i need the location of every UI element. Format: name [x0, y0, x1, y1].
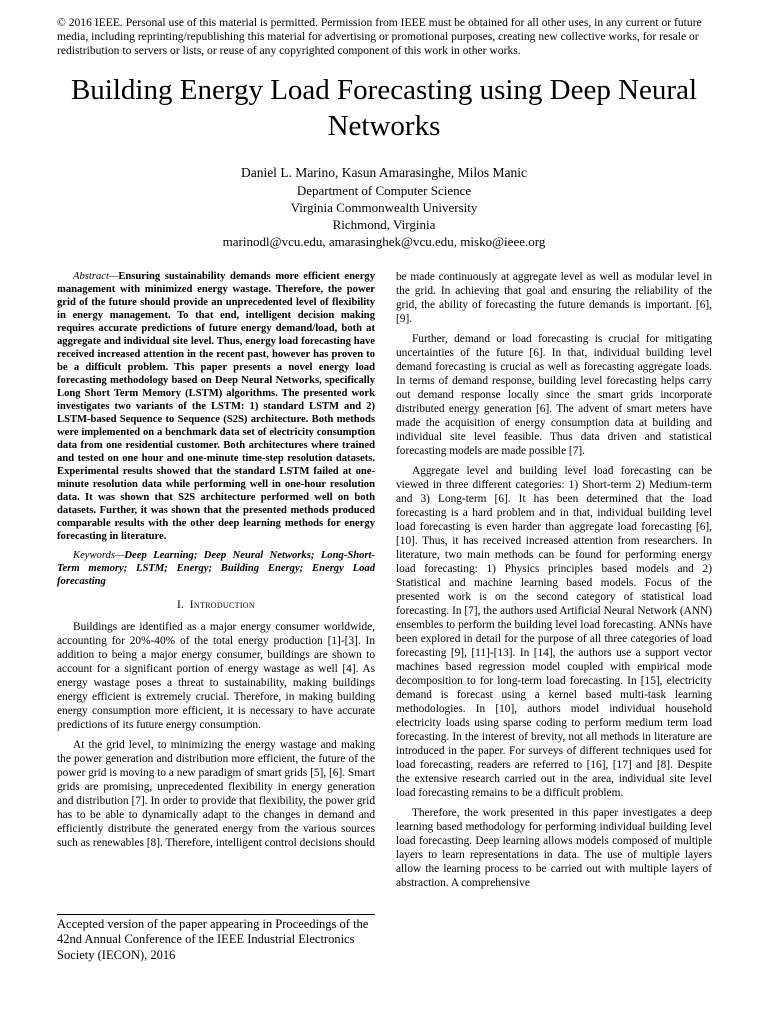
copyright-notice: © 2016 IEEE. Personal use of this material is permitted. Permission from IEEE must be obtained for all other uses, in any current or future media, including reprinting/republishing this material for advertising or promotional purposes, creating new collective works, for resale or redistribution to servers or lists, or reuse of any copyrighted component of this work in other works. — [57, 16, 702, 57]
body-paragraph: be made continuously at aggregate level as well as modular level in the grid. In achieving that goal and ensuring the reliability of the grid, the ability of forecasting the future demands is important. [6], [9]. — [396, 271, 712, 325]
body-paragraph: At the grid level, to minimizing the energy wastage and making the power generation and distribution more efficient, the future of the power grid is moving to a new paradigm of smart grids [5], [6]. Smart grids are promising, unprecedented flexibility in energy generation and distribution [7]. In order to provide that flexibility, the power grid has to be able to dynamically adapt to the changes in demand and efficiently distribute the generated energy from the various sources such as renewables [8]. Therefore, intelligent control decisions should — [57, 739, 375, 849]
left-column — [57, 270, 375, 856]
body-paragraph: Buildings are identified as a major energy consumer worldwide, accounting for 20%-40% of the total energy production [1]-[3]. In addition to being a major energy consumer, buildings are shown to account for a significant portion of energy wastage as well [4]. As energy wastage poses a threat to sustainability, making buildings energy efficient is extremely crucial. Therefore, in making building energy consumption more efficient, it is necessary to have accurate predictions of its future energy consumption. — [57, 621, 375, 731]
body-paragraph: Further, demand or load forecasting is crucial for mitigating uncertainties of the future [6]. In that, individual building level demand forecasting is crucial as well as forecasting aggregate loads. In terms of demand response, building level forecasting helps carry out demand response locally since the smart grids incorporate distributed energy generation [6]. The advent of smart meters have made the acquisition of energy consumption data at building and individual site level feasible. Thus data driven and statistical forecasting models are made possible [7]. — [396, 333, 712, 457]
keywords — [57, 549, 375, 588]
abstract-lead: Abstract— — [73, 271, 119, 282]
abstract — [57, 270, 375, 543]
paper-title: Building Energy Load Forecasting using Deep Neural Networks — [70, 74, 698, 142]
footnote: Accepted version of the paper appearing in Proceedings of the 42nd Annual Conference of the IEEE Industrial Electronics Society (IECON), 2016 — [57, 914, 375, 963]
section-heading-introduction — [57, 598, 375, 612]
abstract-text: Ensuring sustainability demands more efficient energy management with minimized energy wastage. Therefore, the power grid of the future should provide an unprecedented level of flexibility in energy management. To that end, intelligent decision making requires accurate predictions of future energy demand/load, both at aggregate and individual site level. Thus, energy load forecasting have received increased attention in the recent past, however has proven to be a difficult problem. This paper presents a novel energy load forecasting methodology based on Deep Neural Networks, specifically Long Short Term Memory (LSTM) algorithms. The presented work investigates two variants of the LSTM: 1) standard LSTM and 2) LSTM-based Sequence to Sequence (S2S) architecture. Both methods were implemented on a benchmark data set of electricity consumption data from one residential customer. Both architectures where trained and tested on one hour and one-minute time-step resolution datasets. Experimental results showed that the standard LSTM failed at one-minute resolution data while performing well in one-hour resolution data. It was shown that S2S architecture performed well on both datasets. Further, it was shown that the presented methods produced comparable results with the other deep learning methods for energy forecasting in literature. — [57, 271, 375, 542]
body-paragraph: Aggregate level and building level load forecasting can be viewed in three different categories: 1) Short-term 2) Medium-term and 3) Long-term [6]. It has been determined that the load forecasting is a hard problem and in that, individual building level load forecasting is even harder than aggregate load forecasting [6], [10]. Thus, it has received increased attention from researchers. In literature, two main methods can be found for performing energy load forecasting: 1) Physics principles based models and 2) Statistical and machine learning based models. Focus of the presented work is on the second category of statistical load forecasting. In [7], the authors used Artificial Neural Network (ANN) ensembles to perform the building level load forecasting. ANNs have been explored in detail for the purpose of all three categories of load forecasting [9], [11]-[13]. In [14], the authors use a support vector machines based regression model coupled with empirical mode decomposition to for long-term load forecasting. In [15], electricity demand is forecast using a kernel based multi-task learning methodologies. In [10], authors model individual household electricity loads using sparse coding to perform medium term load forecasting. In the interest of brevity, not all methods in literature are introduced in the paper. For surveys of different techniques used for load forecasting, readers are referred to [16], [17] and [8]. Despite the extensive research carried out in the area, individual site level load forecasting remains to be a difficult problem. — [396, 465, 712, 799]
right-column — [396, 270, 712, 896]
body-paragraph: Therefore, the work presented in this paper investigates a deep learning based methodology for performing individual building level load forecasting. Deep learning allows models composed of multiple layers to learn representations in data. The use of multiple layers allow the learning process to be carried out with multiple layers of abstraction. A comprehensive — [396, 807, 712, 889]
author-location: Richmond, Virginia — [332, 217, 436, 232]
author-block — [40, 164, 728, 250]
author-emails: marinodl@vcu.edu, amarasinghek@vcu.edu, misko@ieee.org — [222, 234, 546, 249]
section-number: I. — [177, 599, 184, 611]
author-department: Department of Computer Science — [296, 183, 472, 198]
author-university: Virginia Commonwealth University — [290, 200, 478, 215]
section-title: Introduction — [189, 599, 255, 611]
keywords-text: Deep Learning; Deep Neural Networks; Long-Short-Term memory; LSTM; Energy; Building Energy; Energy Load forecasting — [57, 550, 375, 587]
keywords-lead: Keywords— — [73, 550, 125, 561]
author-names: Daniel L. Marino, Kasun Amarasinghe, Milos Manic — [240, 165, 528, 180]
